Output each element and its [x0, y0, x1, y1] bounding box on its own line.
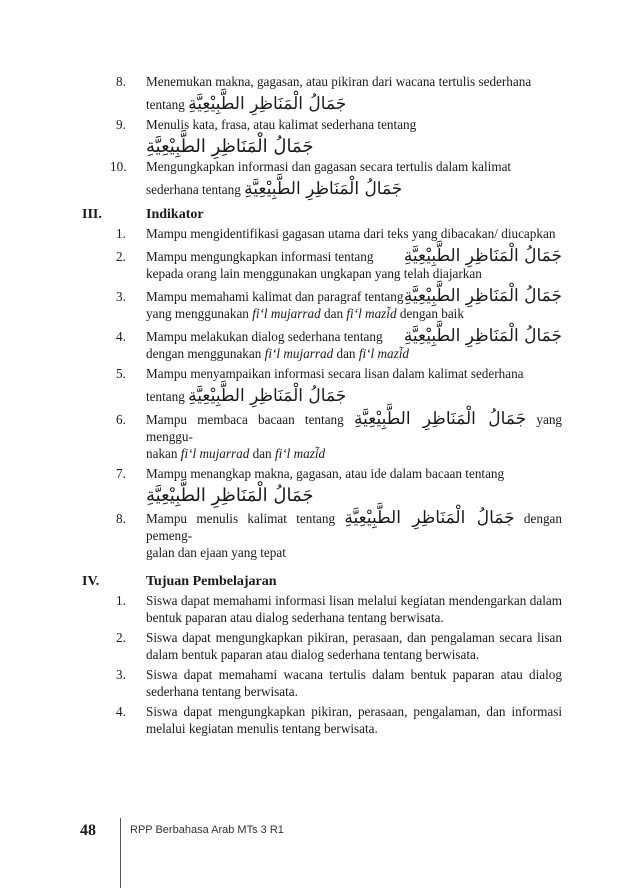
section-heading-indikator: III. Indikator [82, 207, 204, 222]
competency-item: 8. Menemukan makna, gagasan, atau pikiran dari wacana tertulis sederhana tentang جَمَالُ الْمَنَاظِرِ الطَّبِيْعِيَّةِ [116, 74, 532, 114]
indikator-item: 3. Mampu memahami kalimat dan paragraf tentang جَمَالُ الْمَنَاظِرِ الطَّبِيْعِيَّةِ yang menggunakan fi‘l mujarrad dan fi‘l mazi͂d dengan baik [116, 286, 562, 321]
page-content [82, 73, 562, 740]
tujuan-item: 2. Siswa dapat mengungkapkan pikiran, perasaan, dan pengalaman secara lisan dalam bentuk paparan atau dialog sederhana tentang berwisata. [116, 630, 562, 662]
footer-divider [120, 818, 121, 888]
indikator-item: 1. Mampu mengidentifikasi gagasan utama dari teks yang dibacakan/ diucapkan [116, 226, 556, 241]
indikator-item: 2. Mampu mengungkapkan informasi tentang جَمَالُ الْمَنَاظِرِ الطَّبِيْعِيَّةِ kepada orang lain menggunakan ungkapan yang telah diajarkan [116, 246, 562, 281]
competency-item: 10. Mengungkapkan informasi dan gagasan secara tertulis dalam kalimat sederhana tentang جَمَالُ الْمَنَاظِرِ الطَّبِيْعِيَّةِ [110, 159, 512, 199]
arabic-phrase: جَمَالُ الْمَنَاظِرِ الطَّبِيْعِيَّةِ [354, 409, 527, 429]
arabic-phrase: جَمَالُ الْمَنَاظِرِ الطَّبِيْعِيَّةِ [344, 508, 515, 528]
book-title: RPP Berbahasa Arab MTs 3 R1 [130, 824, 284, 836]
tujuan-item: 1. Siswa dapat memahami informasi lisan melalui kegiatan mendengarkan dalam bentuk paparan atau dialog sederhana tentang berwisata. [116, 593, 562, 625]
competency-item: 9. Menulis kata, frasa, atau kalimat sederhana tentang جَمَالُ الْمَنَاظِرِ الطَّبِيْعِيَّةِ [82, 116, 562, 155]
page-number: 48 [80, 822, 96, 839]
arabic-phrase: جَمَالُ الْمَنَاظِرِ الطَّبِيْعِيَّةِ [403, 286, 562, 306]
arabic-phrase: جَمَالُ الْمَنَاظِرِ الطَّبِيْعِيَّةِ [403, 246, 562, 266]
arabic-phrase: جَمَالُ الْمَنَاظِرِ الطَّبِيْعِيَّةِ [188, 94, 347, 114]
section-heading-tujuan: IV. Tujuan Pembelajaran [82, 574, 277, 589]
arabic-phrase: جَمَالُ الْمَنَاظِرِ الطَّبِيْعِيَّةِ [403, 326, 562, 346]
arabic-phrase: جَمَالُ الْمَنَاظِرِ الطَّبِيْعِيَّةِ [188, 386, 347, 406]
indikator-item: 6. Mampu membaca bacaan tentang جَمَالُ الْمَنَاظِرِ الطَّبِيْعِيَّةِ yang menggu- nakan fi‘l mujarrad dan fi‘l mazi͂d [116, 409, 563, 461]
arabic-phrase: جَمَالُ الْمَنَاظِرِ الطَّبِيْعِيَّةِ [146, 485, 314, 506]
tujuan-item: 3. Siswa dapat memahami wacana tertulis dalam bentuk paparan atau dialog sederhana tentang berwisata. [116, 667, 562, 699]
tujuan-item: 4. Siswa dapat mengungkapkan pikiran, perasaan, pengalaman, dan informasi melalui kegiatan menulis tentang berwisata. [116, 704, 562, 736]
indikator-item: 5. Mampu menyampaikan informasi secara lisan dalam kalimat sederhana tentang جَمَالُ الْمَنَاظِرِ الطَّبِيْعِيَّةِ [116, 366, 524, 406]
indikator-item: 7. Mampu menangkap makna, gagasan, atau ide dalam bacaan tentang جَمَالُ الْمَنَاظِرِ الطَّبِيْعِيَّةِ [82, 465, 562, 504]
arabic-phrase: جَمَالُ الْمَنَاظِرِ الطَّبِيْعِيَّةِ [244, 179, 403, 199]
indikator-item: 8. Mampu menulis kalimat tentang جَمَالُ الْمَنَاظِرِ الطَّبِيْعِيَّةِ dengan pemeng- galan dan ejaan yang tepat [116, 508, 562, 560]
arabic-phrase: جَمَالُ الْمَنَاظِرِ الطَّبِيْعِيَّةِ [146, 136, 314, 157]
page-footer [80, 822, 600, 872]
indikator-item: 4. Mampu melakukan dialog sederhana tentang جَمَالُ الْمَنَاظِرِ الطَّبِيْعِيَّةِ dengan menggunakan fi‘l mujarrad dan fi‘l mazi͂d [116, 326, 562, 361]
